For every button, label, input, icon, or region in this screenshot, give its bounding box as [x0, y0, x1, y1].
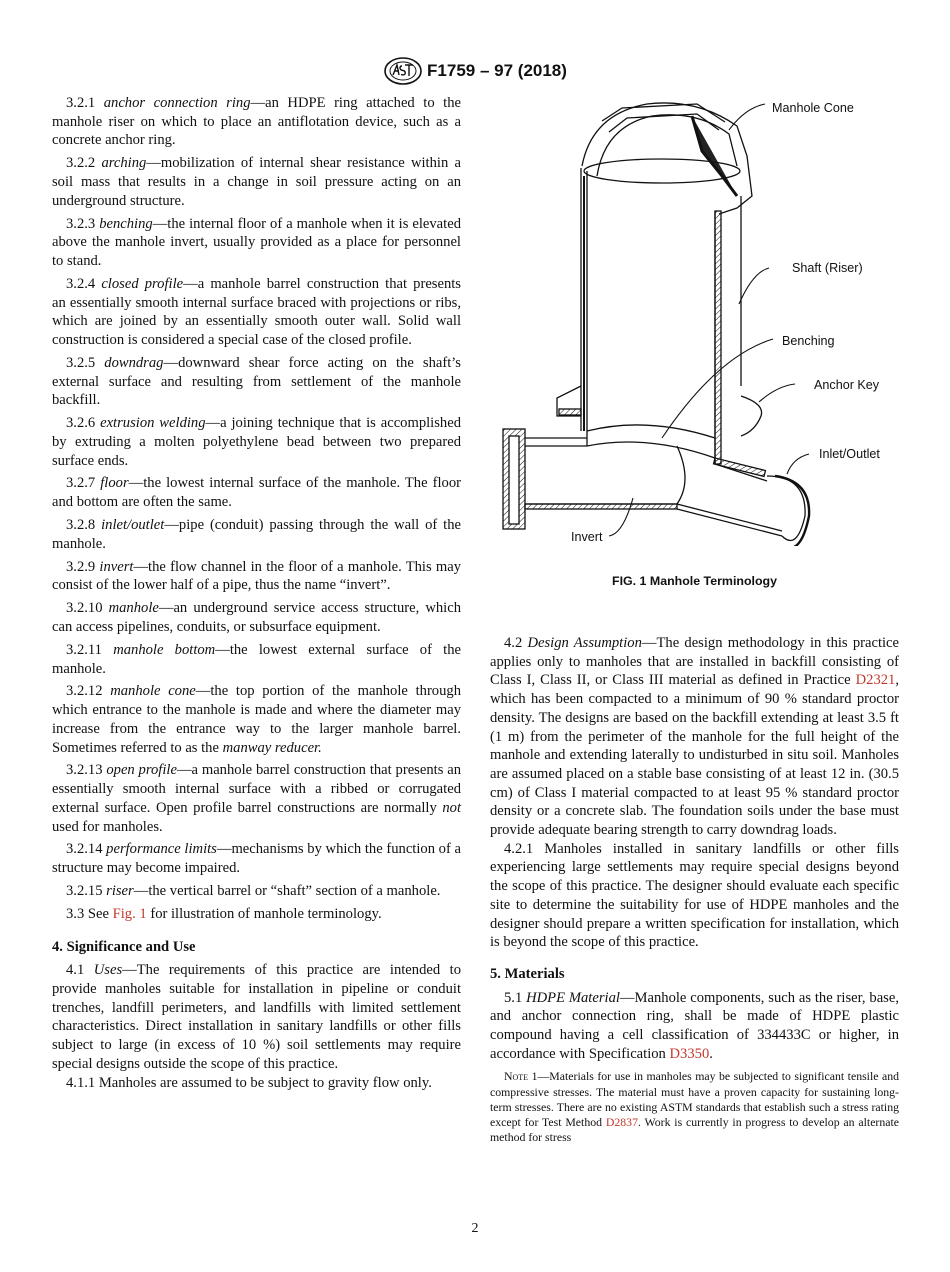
definition-3-2-4: 3.2.4 closed profile—a manhole barrel construction that presents an essentially smooth internal surface braced with projections or ribs, which are joined by an essentially smooth outer wall. Solid wall construction is considered a special case of the closed profile. — [52, 275, 461, 348]
label-invert: Invert — [571, 530, 603, 544]
paragraph-5-1: 5.1 HDPE Material—Manhole components, such as the riser, base, and anchor connection ring, shall be made of HDPE plastic compound having a cell classification of 334433C or higher, in accordance with Specification D3350. — [490, 989, 899, 1062]
paragraph-4-1: 4.1 Uses—The requirements of this practice are intended to provide manholes suitable for installation in pipeline or conduit trenches, landfill perimeters, and landfills with limited settlement characteristics. Direct installation in sanitary landfills or other fills subject to large (in excess of 10 %) soil settlements may require special designs outside the scope of this practice. — [52, 962, 461, 1072]
section-4-heading: 4. Significance and Use — [52, 938, 196, 955]
page-header — [0, 56, 950, 86]
benching-shape — [587, 425, 715, 458]
left-column — [52, 94, 461, 1096]
note-1: Note 1—Materials for use in manholes may be subjected to significant tensile and compressive stresses. The material must have a proven capacity for sustaining long-term stresses. There are no existing ASTM standards that establish such a stress rating except for Test Method D2837. Work is currently in progress to develop an alternate method for stress — [490, 1069, 900, 1144]
leader-lines — [609, 104, 809, 536]
definition-3-2-3: 3.2.3 benching—the internal floor of a manhole when it is elevated above the manhole invert, usually provided as a place for personnel to stand. — [52, 215, 461, 269]
definition-3-2-13: 3.2.13 open profile—a manhole barrel construction that presents an essentially smooth internal surface with a ribbed or corrugated external surface. Open profile barrel constructions are normally not used for manholes. — [52, 762, 461, 835]
fig-1-link[interactable]: Fig. 1 — [112, 905, 147, 922]
definition-3-2-8: 3.2.8 inlet/outlet—pipe (conduit) passing through the wall of the manhole. — [52, 517, 461, 552]
label-manhole-cone: Manhole Cone — [772, 101, 854, 115]
astm-logo-icon — [383, 56, 423, 86]
page-number: 2 — [471, 1221, 479, 1236]
manhole-cone-shape — [582, 103, 752, 214]
definition-3-2-12: 3.2.12 manhole cone—the top portion of the manhole through which entrance to the manhole is made and where the diameter may increase from the entrance way to the larger manhole barrel. Sometimes referred to as the manway reducer. — [52, 683, 461, 756]
paragraph-3-3: 3.3 See Fig. 1 for illustration of manhole terminology. — [66, 905, 382, 922]
label-anchor-key: Anchor Key — [814, 378, 880, 392]
manhole-figure — [497, 86, 907, 546]
section-5-heading: 5. Materials — [490, 965, 565, 982]
paragraph-4-2: 4.2 Design Assumption—The design methodology in this practice applies only to manholes that are installed in backfill consisting of Class I, Class II, or Class III material as defined in Practice D2321, which has been compacted to a minimum of 90 % standard proctor density. The designs are based on the backfill extending at least 3.5 ft (1 m) from the perimeter of the manhole for the full height of the manhole and extending laterally to undisturbed in situ soil. Manholes are assumed placed on a stable base consisting of at least 12 in. (30.5 cm) of Class I material compacted to at least 95 % standard proctor density or a concrete slab. The foundation soils under the base must provide adequate bearing strength to carry downdrag loads. — [490, 635, 900, 839]
d2837-link[interactable]: D2837 — [605, 1114, 638, 1129]
definition-3-2-14: 3.2.14 performance limits—mechanisms by which the function of a structure may become impaired. — [52, 841, 461, 877]
definition-3-2-6: 3.2.6 extrusion welding—a joining technique that is accomplished by extruding a molten polyethylene bead between two prepared surface ends. — [52, 415, 461, 469]
definition-3-2-7: 3.2.7 floor—the lowest internal surface of the manhole. The floor and bottom are often the same. — [52, 475, 461, 511]
definition-3-2-10: 3.2.10 manhole—an underground service access structure, which can access pipelines, conduits, or subsurface equipment. — [52, 600, 461, 635]
definition-3-2-2: 3.2.2 arching—mobilization of internal shear resistance within a soil mass that results in a change in soil pressure acting on an underground structure. — [52, 155, 461, 209]
right-column — [490, 634, 899, 1145]
outlet-pipe-right — [677, 446, 809, 546]
label-inlet-outlet: Inlet/Outlet — [819, 447, 880, 461]
paragraph-4-2-1: 4.2.1 Manholes installed in sanitary landfills or other fills experiencing large settlements may require special designs beyond the scope of this practice. The designer should evaluate each specific site to determine the suitability for use of HDPE manholes and the designer should prepare a written specification for installation, which is beyond the scope of this practice. — [490, 840, 899, 951]
inlet-pipe-left — [503, 429, 677, 529]
d2321-link[interactable]: D2321 — [855, 672, 896, 689]
definition-3-2-15: 3.2.15 riser—the vertical barrel or “shaft” section of a manhole. — [66, 883, 441, 900]
d3350-link[interactable]: D3350 — [669, 1045, 710, 1062]
figure-caption: FIG. 1 Manhole Terminology — [612, 574, 777, 588]
definition-3-2-1: 3.2.1 anchor connection ring—an HDPE ring attached to the manhole riser on which to place an antiflotation device, such as a concrete anchor ring. — [52, 95, 461, 149]
label-shaft-riser: Shaft (Riser) — [792, 261, 863, 275]
definition-3-2-11: 3.2.11 manhole bottom—the lowest external surface of the manhole. — [52, 641, 461, 677]
paragraph-4-1-1: 4.1.1 Manholes are assumed to be subject to gravity flow only. — [66, 1074, 432, 1091]
definition-3-2-5: 3.2.5 downdrag—downward shear force acting on the shaft’s external surface and resulting from settlement of the manhole backfill. — [52, 354, 461, 409]
shaft-riser-shape — [581, 168, 741, 464]
standard-designation: F1759 – 97 (2018) — [427, 61, 567, 80]
label-benching: Benching — [782, 334, 835, 348]
definition-3-2-9: 3.2.9 invert—the flow channel in the floor of a manhole. This may consist of the lower half of a pipe, thus the name “invert”. — [52, 558, 461, 594]
manhole-diagram — [497, 86, 907, 546]
anchor-key-shape — [557, 386, 762, 436]
